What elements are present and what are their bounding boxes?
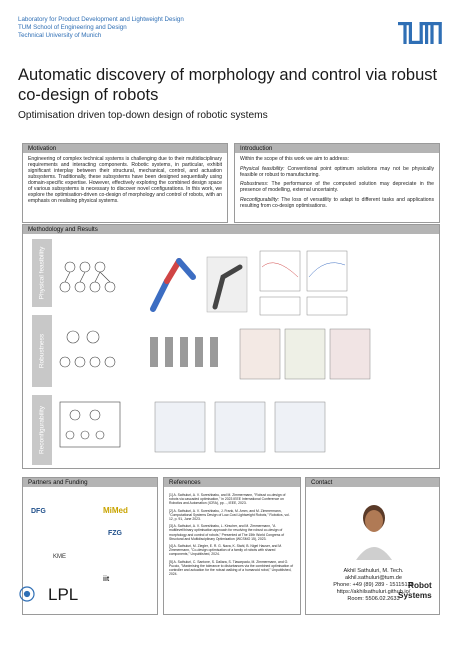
institution-line: TUM School of Engineering and Design (18, 24, 127, 31)
references-heading: References (164, 478, 300, 487)
reconfigurability-plots (155, 402, 325, 452)
contact-heading: Contact (306, 478, 439, 487)
reference-item: [2] A. Sathuluri, A. V. Sureshbabu, J. Frank, M. Amm, and M. Zimmermann, "Computational Systems Design of Low-Cost Lightweight Robots," Robotics, vol. 12, p. 91, June 2023. (169, 508, 290, 522)
poster-subtitle: Optimisation driven top-down design of robotic systems (18, 110, 268, 121)
institution-line: Laboratory for Product Development and Lightweight Design (18, 16, 184, 23)
row-label-reconfigurability: Reconfigurability (32, 395, 52, 465)
poster-title: Automatic discovery of morphology and control via robust co-design of robots (18, 66, 438, 104)
institution-header (18, 16, 184, 40)
row-label-feasibility: Physical feasibility (32, 239, 52, 307)
introduction-lead: Within the scope of this work we aim to address: (240, 156, 349, 162)
motivation-text: Engineering of complex technical systems is challenging due to their multidisciplinary requirements and interacting components. Robotic systems, in particular, exhibit significant interplay between their structural, mechanical, control, and actuation subsystems. Traditionally, these subsystems have been designed sequentially using domain-specific expertise. However, effectively exploring the combined design space of various subsystems is necessary to discover novel configurations. In this work, we explore the optimisation-driven co-design of morphology and control of robots, with an emphasis on realising physical systems. (28, 156, 222, 204)
iit-logo: iit (103, 576, 110, 583)
methods-figures (55, 237, 439, 467)
methods-heading: Methodology and Results (23, 225, 439, 234)
contact-room: Room: 5506.02.2633 (347, 596, 400, 602)
kme-logo: KME (53, 554, 67, 560)
robustness-diagram (60, 331, 115, 367)
robot-systems-logo (398, 581, 432, 601)
dfg-logo: DFG (31, 508, 46, 515)
contact-email[interactable]: akhil.sathuluri@tum.de (345, 575, 402, 581)
intro-item-feasibility: Physical feasibility: Conventional point optimum solutions may not be physically feasible or robust to manufacturing. (240, 165, 434, 178)
robot-systems-line: Systems (398, 591, 432, 600)
contact-phone: Phone: +49 (89) 289 - 15115136 (333, 582, 414, 588)
reconfigurability-diagram (60, 402, 120, 447)
intro-item-reconfigurability: Reconfigurability: The loss of versatility to adapt to different tasks and applications resulting from co-design optimisations. (240, 196, 434, 209)
robot-arm-image (153, 261, 193, 309)
mimed-logo: MiMed (103, 506, 128, 515)
robot-systems-line: Robot (408, 581, 432, 590)
feasibility-plots (260, 251, 347, 315)
humanoid-robots-image (150, 337, 218, 367)
physical-feasibility-diagram (60, 262, 115, 292)
motivation-heading: Motivation (23, 144, 227, 153)
fzg-logo: FZG (108, 530, 122, 537)
introduction-panel (234, 143, 440, 223)
intro-item-robustness: Robustness: The performance of the computed solution may depreciate in the presence of modelling, external uncertainty. (240, 181, 435, 193)
physical-robot-image (207, 257, 247, 312)
reference-item: [5] A. Sathuluri, C. Santone, S. Daliara, S. Tlasarpadu, M. Zimmermann, and O. Puccio, "Maximising the tolerance to disturbances via the combined optimisation of controller and actuation for the robust walking of a humanoid robot," Unpublished, 2024. (169, 559, 294, 577)
motivation-panel (22, 143, 228, 223)
robustness-scatter-plots (240, 329, 370, 379)
partners-heading: Partners and Funding (23, 478, 157, 487)
reference-item: [4] A. Sathuluri, M. Ziegler, E. R. G. Nava, K. Stahl, B. Nigel Hauser, and M. Zimmermann, "Co-design optimisation of a family of robots with shared components," Unpublished, 2024. (169, 544, 283, 557)
row-label-robustness: Robustness (32, 315, 52, 387)
introduction-heading: Introduction (235, 144, 439, 153)
reference-item: [1] A. Sathuluri, A. V. Sureshbabu, and M. Zimmermann, "Robust co-design of robots via cascaded optimisation," in 2023 IEEE International Conference on Robotics and Automation (ICRA), pp. -, IEEE, 2023. (169, 493, 286, 506)
references-panel (163, 477, 301, 615)
lpl-text: LPL (48, 585, 79, 604)
contact-website[interactable]: https://akhilsathuluri.github.io/ (336, 589, 411, 595)
contact-photo (354, 498, 394, 560)
tum-logo (398, 22, 442, 44)
institution-line: Technical University of Munich (18, 32, 102, 39)
contact-name: Akhil Sathuluri, M. Tech. (343, 568, 404, 574)
lpl-logo (18, 576, 108, 606)
reference-item: [3] A. Sathuluri, A. V. Sureshbabu, L. Kirscher, and M. Zimmermann, "A multilevel/binary optimisation approach for resolving the robust co-design of morphology and control of robots," Presented at The 15th World Congress of Structural and Multidisciplinary Optimization (WCSMO 15), 2023. (169, 524, 285, 541)
methods-panel (22, 224, 440, 469)
